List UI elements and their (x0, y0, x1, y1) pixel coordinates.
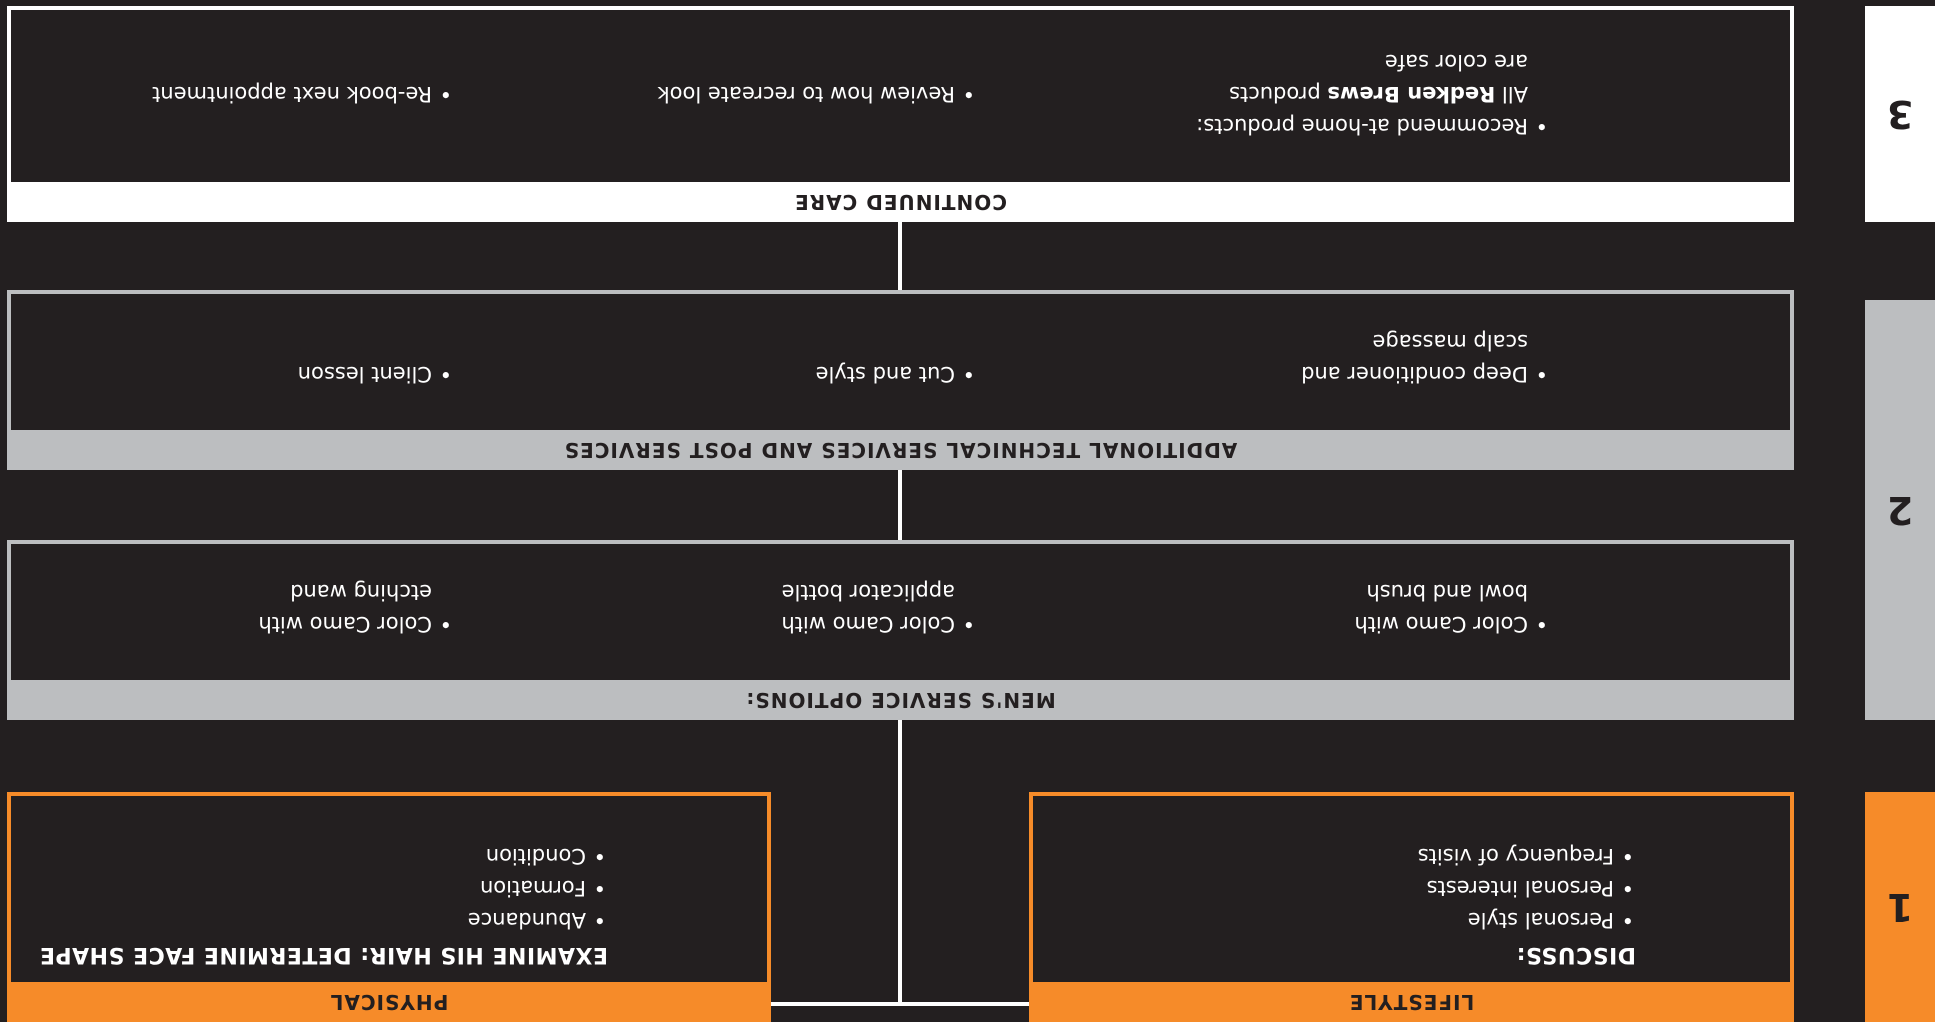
physical-title: EXAMINE HIS HAIR: DETERMINE FACE SHAPE (39, 942, 608, 967)
list-item: • Abundance (11, 904, 608, 936)
list-item: • Condition (11, 840, 608, 872)
additional-services-header: ADDITIONAL TECHNICAL SERVICES AND POST SERVICES (7, 430, 1794, 470)
step-number: 2 (1886, 488, 1914, 532)
connector-vertical-2 (898, 470, 902, 540)
additional-services-box (7, 290, 1794, 470)
list-item: • Formation (11, 872, 608, 904)
step-tab-1 (1865, 792, 1935, 1022)
list-item: • Personal interests (1033, 872, 1636, 904)
step-number: 3 (1886, 92, 1914, 136)
lifestyle-header: LIFESTYLE (1029, 982, 1794, 1022)
list-item: • Color Camo with etching wand (258, 576, 454, 640)
lifestyle-title: DISCUSS: (1516, 942, 1636, 967)
physical-body (11, 840, 767, 982)
mens-service-header: MEN'S SERVICE OPTIONS: (7, 680, 1794, 720)
continued-care-header: CONTINUED CARE (7, 182, 1794, 222)
step-tab-3 (1865, 6, 1935, 222)
mens-service-box (7, 540, 1794, 720)
list-item: • Recommend at-home products: All Redken Brews products are color safe (1196, 46, 1550, 142)
physical-header: PHYSICAL (7, 982, 771, 1022)
continued-care-box (7, 6, 1794, 222)
list-item: • Cut and style (816, 358, 977, 390)
step-tab-2 (1865, 300, 1935, 720)
list-item: • Color Camo with bowl and brush (1354, 576, 1550, 640)
list-item: • Deep conditioner and scalp massage (1301, 326, 1550, 390)
list-item: • Frequency of visits (1033, 840, 1636, 872)
brand-name: Redken Brews (1327, 82, 1496, 106)
list-item: • Personal style (1033, 904, 1636, 936)
connector-vertical-3 (898, 222, 902, 290)
lifestyle-box (1029, 792, 1794, 1022)
lifestyle-body (1033, 840, 1790, 982)
list-item: • Review how to recreate look (658, 78, 978, 110)
physical-box (7, 792, 771, 1022)
list-item: • Client lesson (298, 358, 454, 390)
step-number: 1 (1886, 885, 1914, 929)
connector-vertical-1 (898, 720, 902, 1006)
list-item: • Color Camo with applicator bottle (781, 576, 977, 640)
list-item: • Re-book next appointment (152, 78, 454, 110)
